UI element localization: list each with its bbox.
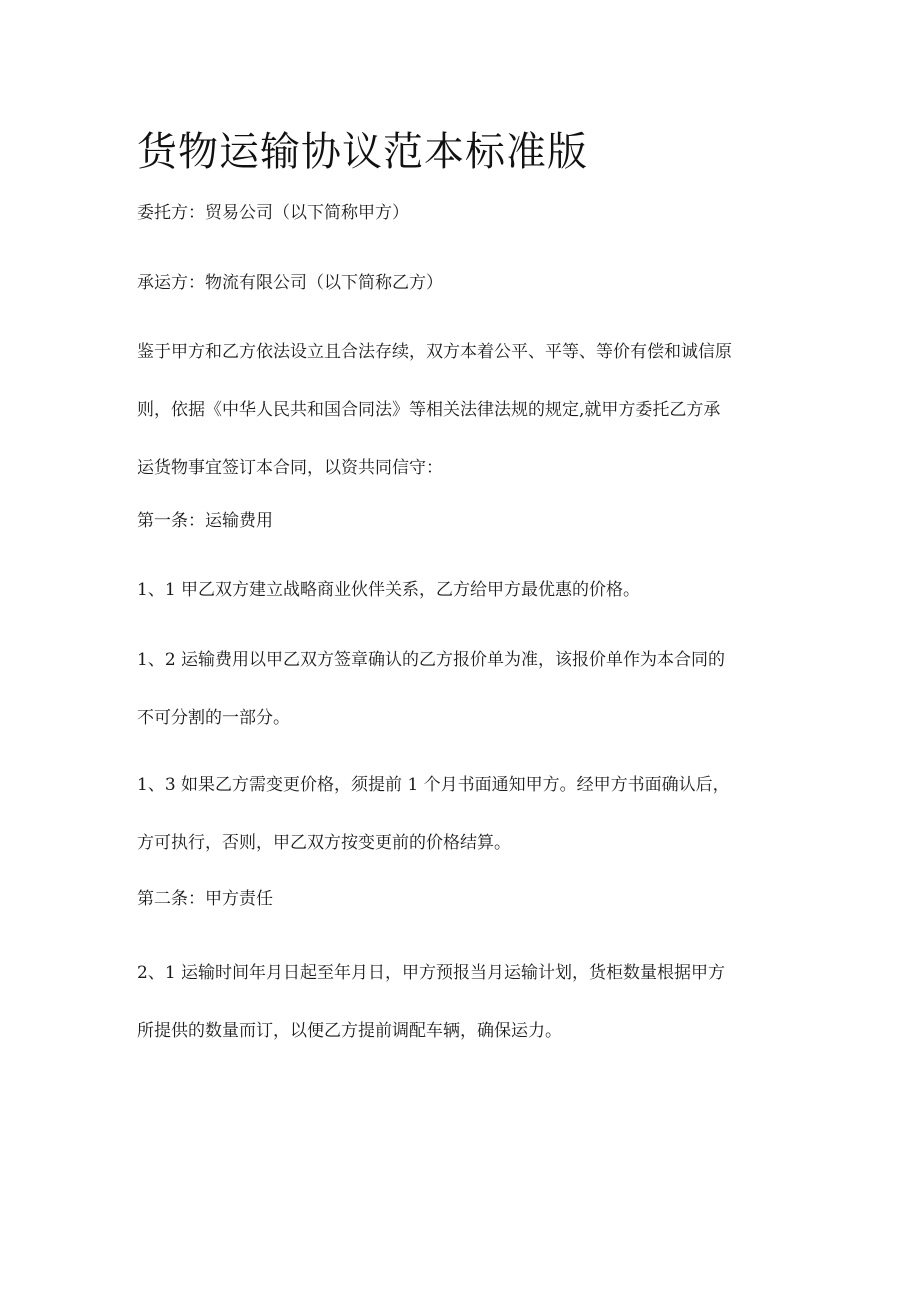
preamble-paragraph bbox=[137, 323, 787, 497]
clause-2-1 bbox=[137, 944, 787, 1060]
clause-1-2 bbox=[137, 631, 787, 747]
clause-line: 1、1 甲乙双方建立战略商业伙伴关系，乙方给甲方最优惠的价格。 bbox=[137, 580, 641, 600]
clause-line: 2、1 运输时间年月日起至年月日，甲方预报当月运输计划，货柜数量根据甲方 bbox=[137, 963, 726, 983]
principal-party: 委托方：贸易公司（以下简称甲方） bbox=[137, 203, 409, 223]
clause-line: 1、3 如果乙方需变更价格，须提前 1 个月书面通知甲方。经甲方书面确认后， bbox=[137, 775, 730, 795]
clause-1-1 bbox=[137, 561, 787, 619]
preamble-line: 鉴于甲方和乙方依法设立且合法存续，双方本着公平、平等、等价有偿和诚信原 bbox=[137, 342, 732, 362]
carrier-party: 承运方：物流有限公司（以下简称乙方） bbox=[137, 273, 443, 293]
preamble-line: 运货物事宜签订本合同，以资共同信守： bbox=[137, 458, 443, 478]
preamble-line: 则，依据《中华人民共和国合同法》等相关法律法规的规定,就甲方委托乙方承 bbox=[137, 400, 721, 420]
clause-line: 1、2 运输费用以甲乙双方签章确认的乙方报价单为准，该报价单作为本合同的 bbox=[137, 650, 726, 670]
article-1-heading: 第一条：运输费用 bbox=[137, 511, 273, 531]
clause-1-3 bbox=[137, 756, 787, 872]
clause-line: 不可分割的一部分。 bbox=[137, 708, 290, 728]
article-2-heading: 第二条：甲方责任 bbox=[137, 889, 273, 909]
document-title: 货物运输协议范本标准版 bbox=[137, 129, 588, 175]
clause-line: 方可执行，否则，甲乙双方按变更前的价格结算。 bbox=[137, 833, 511, 853]
clause-line: 所提供的数量而订，以便乙方提前调配车辆，确保运力。 bbox=[137, 1021, 562, 1041]
